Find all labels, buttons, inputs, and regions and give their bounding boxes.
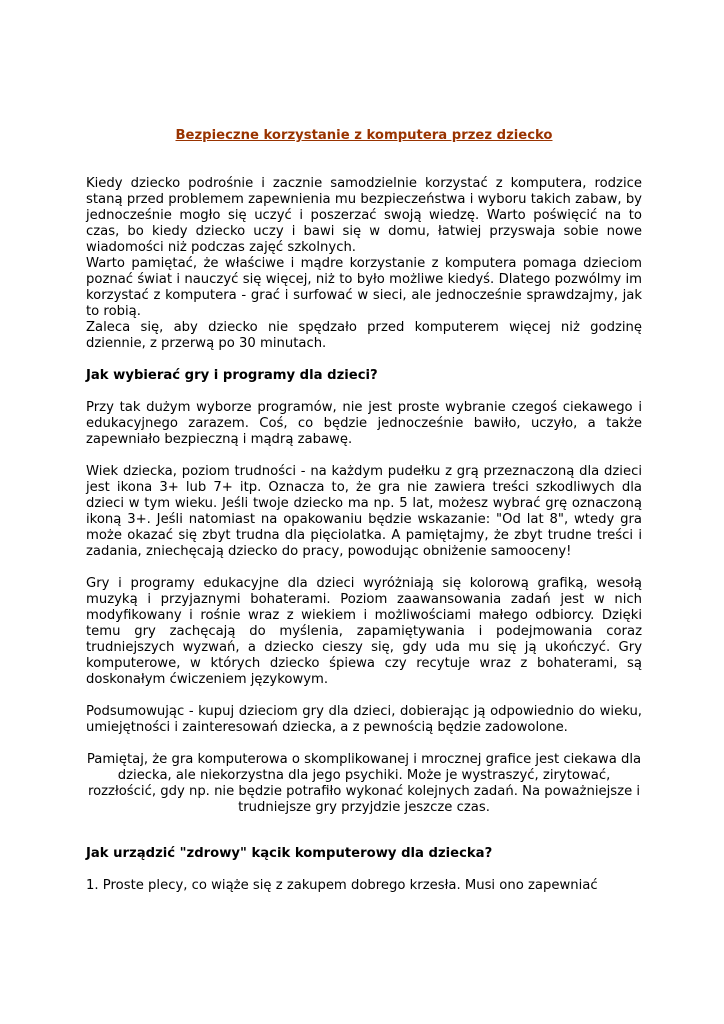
section-1-paragraph-1: Przy tak dużym wyborze programów, nie jest proste wybranie czegoś ciekawego i edukacyjnego zarazem. Coś, co będzie jednocześnie bawiło, uczyło, a także zapewniało bezpieczną i mądrą zabawę. bbox=[86, 400, 642, 447]
section-1-paragraph-4: Podsumowując - kupuj dzieciom gry dla dzieci, dobierając ją odpowiednio do wieku, umiejętności i zainteresowań dziecka, a z pewnością będzie zadowolone. bbox=[86, 704, 642, 735]
intro-paragraph-2: Warto pamiętać, że właściwe i mądre korzystanie z komputera pomaga dzieciom poznać świat i nauczyć się więcej, niż to było możliwe kiedyś. Dlatego pozwólmy im korzystać z komputera - grać i surfować w sieci, ale jednocześnie sprawdzajmy, jak to robią. bbox=[86, 256, 642, 319]
intro-paragraph-1: Kiedy dziecko podrośnie i zacznie samodzielnie korzystać z komputera, rodzice staną przed problemem zapewnienia mu bezpieczeństwa i wyboru takich zabaw, by jednocześnie mogło się uczyć i poszerzać swoją wiedzę. Warto poświęcić na to czas, bo kiedy dziecko uczy i bawi się w domu, łatwiej przyswaja sobie nowe wiadomości niż podczas zajęć szkolnych. bbox=[86, 176, 642, 255]
intro-section bbox=[86, 176, 642, 352]
section-2-heading: Jak urządzić "zdrowy" kącik komputerowy dla dziecka? bbox=[86, 846, 493, 861]
section-1-note: Pamiętaj, że gra komputerowa o skomplikowanej i mrocznej grafice jest ciekawa dla dziecka, ale niekorzystna dla jego psychiki. Może je wystraszyć, zirytować, rozzłościć, gdy np. nie będzie potrafiło wykonać kolejnych zadań. Na poważniejsze i trudniejsze gry przyjdzie jeszcze czas. bbox=[86, 752, 642, 815]
section-1-paragraph-3: Gry i programy edukacyjne dla dzieci wyróżniają się kolorową grafiką, wesołą muzyką i przyjaznymi bohaterami. Poziom zaawansowania zadań jest w nich modyfikowany i rośnie wraz z wiekiem i możliwościami małego odbiorcy. Dzięki temu gry zachęcają do myślenia, zapamiętywania i podejmowania coraz trudniejszych wyzwań, a dziecko cieszy się, gdy uda mu się ją ukończyć. Gry komputerowe, w których dziecko śpiewa czy recytuje wraz z bohaterami, są doskonałym ćwiczeniem językowym. bbox=[86, 576, 642, 687]
section-2-paragraph-1: 1. Proste plecy, co wiąże się z zakupem dobrego krzesła. Musi ono zapewniać bbox=[86, 878, 598, 893]
document-title: Bezpieczne korzystanie z komputera przez dziecko bbox=[175, 128, 553, 143]
intro-paragraph-3: Zaleca się, aby dziecko nie spędzało przed komputerem więcej niż godzinę dziennie, z przerwą po 30 minutach. bbox=[86, 320, 642, 351]
section-1-paragraph-2: Wiek dziecka, poziom trudności - na każdym pudełku z grą przeznaczoną dla dzieci jest ikona 3+ lub 7+ itp. Oznacza to, że gra nie zawiera treści szkodliwych dla dzieci w tym wieku. Jeśli twoje dziecko ma np. 5 lat, możesz wybrać grę oznaczoną ikoną 3+. Jeśli natomiast na opakowaniu będzie wskazanie: "Od lat 8", wtedy gra może okazać się zbyt trudna dla pięciolatka. A pamiętajmy, że zbyt trudne treści i zadania, zniechęcają dziecko do pracy, powodując obniżenie samooceny! bbox=[86, 464, 642, 559]
section-1-heading: Jak wybierać gry i programy dla dzieci? bbox=[86, 368, 378, 383]
